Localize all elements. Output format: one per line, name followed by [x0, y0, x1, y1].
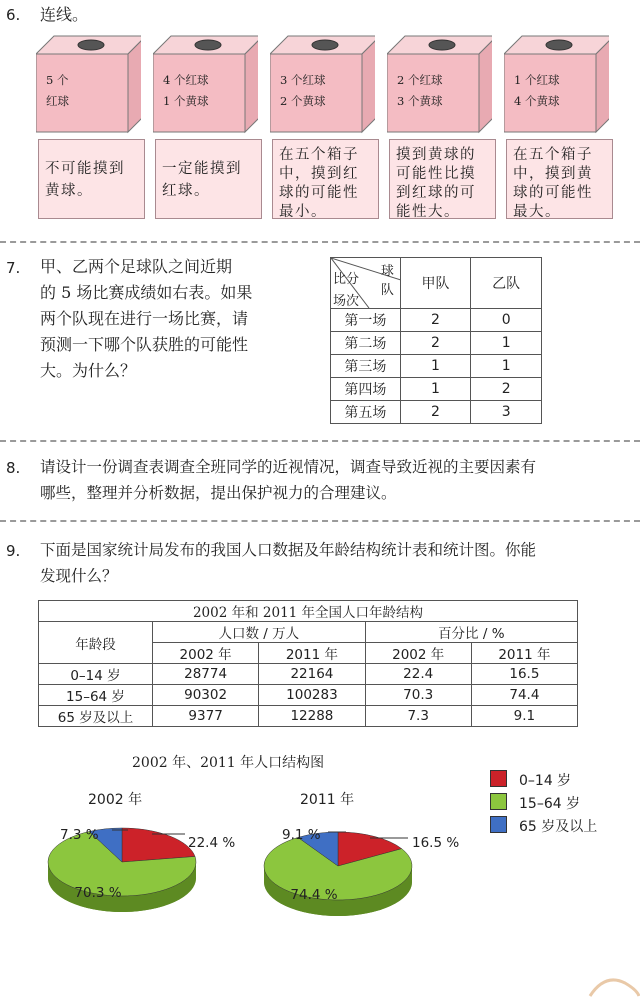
score-b: 1 — [471, 355, 542, 378]
q7-number: 7. — [6, 259, 21, 277]
year-2002-header: 2002 年 — [152, 643, 258, 664]
card-line: 中，摸到黄 — [513, 166, 593, 182]
population-table — [38, 600, 578, 727]
pie-data-label: 74.4 % — [290, 887, 338, 903]
q9-line: 下面是国家统计局发布的我国人口数据及年龄结构统计表和统计图。你能 — [40, 541, 537, 559]
divider-q7 — [0, 440, 640, 442]
col-age-header: 年龄段 — [39, 622, 153, 664]
pie-slice-children — [122, 828, 195, 862]
pct-cell: 16.5 — [471, 664, 577, 685]
score-a: 2 — [400, 332, 471, 355]
card-line: 球的可能性 — [279, 185, 359, 201]
legend-item — [490, 816, 597, 839]
q7-score-table — [330, 257, 542, 424]
corner-decoration-icon — [585, 968, 640, 998]
card-line: 能性大。 — [396, 204, 460, 220]
match-cell: 第五场 — [331, 401, 401, 424]
table-row — [331, 332, 542, 355]
match-cell: 第一场 — [331, 309, 401, 332]
box-label-line: 2 个红球 — [397, 73, 443, 87]
pie-data-label: 7.3 % — [60, 827, 99, 843]
table-row — [39, 664, 578, 685]
table-row — [331, 355, 542, 378]
box-label-line: 3 个红球 — [280, 73, 326, 87]
score-b: 3 — [471, 401, 542, 424]
card-line: 摸到黄球的 — [396, 147, 476, 163]
box-label-line: 5 个 — [46, 73, 69, 87]
q7-line: 大。为什么？ — [40, 361, 137, 380]
table-row — [331, 378, 542, 401]
q8-number: 8. — [6, 459, 21, 477]
age-cell: 0–14 岁 — [39, 664, 153, 685]
answer-card-1[interactable] — [38, 139, 145, 219]
legend-item — [490, 770, 597, 793]
table-row — [331, 309, 542, 332]
card-line: 黄球。 — [45, 183, 93, 199]
population-table-title: 2002 年和 2011 年全国人口年龄结构 — [39, 601, 578, 622]
q8-line: 哪些，整理并分析数据，提出保护视力的合理建议。 — [40, 484, 397, 502]
diag-bottom-label: 场次 — [333, 294, 360, 309]
box-label — [514, 70, 559, 112]
q7-line: 甲、乙两个足球队之间近期 — [40, 257, 233, 276]
score-b: 2 — [471, 378, 542, 401]
q8-text — [40, 454, 640, 506]
pop-cell: 90302 — [152, 685, 258, 706]
q9-number: 9. — [6, 542, 21, 560]
match-cell: 第三场 — [331, 355, 401, 378]
q7-line: 的 5 场比赛成绩如右表。如果 — [40, 283, 253, 302]
box-label-line: 红球 — [46, 94, 69, 108]
card-line: 可能性比摸 — [396, 166, 476, 182]
legend-item — [490, 793, 597, 816]
box-label-line: 1 个黄球 — [163, 94, 209, 108]
score-b: 0 — [471, 309, 542, 332]
chart-legend — [490, 770, 597, 839]
answer-card-2[interactable] — [155, 139, 262, 219]
q8-line: 请设计一份调查表调查全班同学的近视情况，调查导致近视的主要因素有 — [40, 458, 537, 476]
pct-cell: 74.4 — [471, 685, 577, 706]
table-row — [39, 706, 578, 727]
pct-cell: 70.3 — [365, 685, 471, 706]
team-a-header: 甲队 — [400, 258, 471, 309]
card-line: 到红球的可 — [396, 185, 476, 201]
table-row — [39, 685, 578, 706]
q7-line: 预测一下哪个队获胜的可能性 — [40, 335, 249, 354]
q7-line: 两个队现在进行一场比赛，请 — [40, 309, 249, 328]
answer-card-4[interactable] — [389, 139, 496, 219]
pie-2011-title: 2011 年 — [300, 792, 355, 808]
legend-label: 65 岁及以上 — [519, 819, 598, 835]
match-cell: 第二场 — [331, 332, 401, 355]
age-cell: 15–64 岁 — [39, 685, 153, 706]
q7-text — [40, 254, 320, 384]
pie-data-label: 9.1 % — [282, 827, 321, 843]
box-label — [280, 70, 325, 112]
table-row — [331, 401, 542, 424]
card-line: 最大。 — [513, 204, 561, 220]
divider-q6 — [0, 241, 640, 243]
pop-cell: 100283 — [259, 685, 365, 706]
diag-mid-label: 比分 — [333, 272, 360, 287]
pop-cell: 9377 — [152, 706, 258, 727]
q9-text — [40, 537, 640, 589]
pct-cell: 7.3 — [365, 706, 471, 727]
pie-2002-title: 2002 年 — [88, 792, 143, 808]
answer-card-5[interactable] — [506, 139, 613, 219]
card-line: 在五个箱子 — [513, 147, 593, 163]
col-pct-header: 百分比 / % — [365, 622, 577, 643]
pie-data-label: 22.4 % — [188, 835, 236, 851]
legend-swatch-red — [490, 770, 507, 787]
q7-diag-header — [331, 258, 401, 309]
legend-swatch-blue — [490, 816, 507, 833]
score-a: 2 — [400, 309, 471, 332]
q6-number: 6. — [6, 6, 21, 24]
box-label-line: 3 个黄球 — [397, 94, 443, 108]
col-pop-header: 人口数 / 万人 — [152, 622, 365, 643]
score-a: 1 — [400, 355, 471, 378]
score-a: 1 — [400, 378, 471, 401]
score-a: 2 — [400, 401, 471, 424]
card-line: 最小。 — [279, 204, 327, 220]
chart-title: 2002 年、2011 年人口结构图 — [132, 755, 325, 771]
box-label — [397, 70, 442, 112]
box-label-line: 4 个红球 — [163, 73, 209, 87]
card-line: 中，摸到红 — [279, 166, 359, 182]
pop-cell: 28774 — [152, 664, 258, 685]
box-label-line: 4 个黄球 — [514, 94, 560, 108]
answer-card-3[interactable] — [272, 139, 379, 219]
match-cell: 第四场 — [331, 378, 401, 401]
year-2011-header: 2011 年 — [471, 643, 577, 664]
legend-label: 15–64 岁 — [519, 796, 581, 812]
card-line: 红球。 — [162, 183, 210, 199]
pop-cell: 22164 — [259, 664, 365, 685]
pct-cell: 22.4 — [365, 664, 471, 685]
pop-cell: 12288 — [259, 706, 365, 727]
card-line: 一定能摸到 — [162, 161, 242, 177]
q9-line: 发现什么？ — [40, 567, 118, 585]
legend-swatch-green — [490, 793, 507, 810]
divider-q8 — [0, 520, 640, 522]
card-line: 在五个箱子 — [279, 147, 359, 163]
pct-cell: 9.1 — [471, 706, 577, 727]
pie-data-label: 70.3 % — [74, 885, 122, 901]
pie-data-label: 16.5 % — [412, 835, 460, 851]
score-b: 1 — [471, 332, 542, 355]
box-label-line: 2 个黄球 — [280, 94, 326, 108]
age-cell: 65 岁及以上 — [39, 706, 153, 727]
legend-label: 0–14 岁 — [519, 773, 572, 789]
card-line: 不可能摸到 — [45, 161, 125, 177]
diag-top-label: 球队 — [380, 264, 394, 298]
year-2002-header: 2002 年 — [365, 643, 471, 664]
card-line: 球的可能性 — [513, 185, 593, 201]
year-2011-header: 2011 年 — [259, 643, 365, 664]
box-label — [46, 70, 69, 112]
team-b-header: 乙队 — [471, 258, 542, 309]
q6-title: 连线。 — [40, 5, 89, 24]
box-label — [163, 70, 208, 112]
box-label-line: 1 个红球 — [514, 73, 560, 87]
